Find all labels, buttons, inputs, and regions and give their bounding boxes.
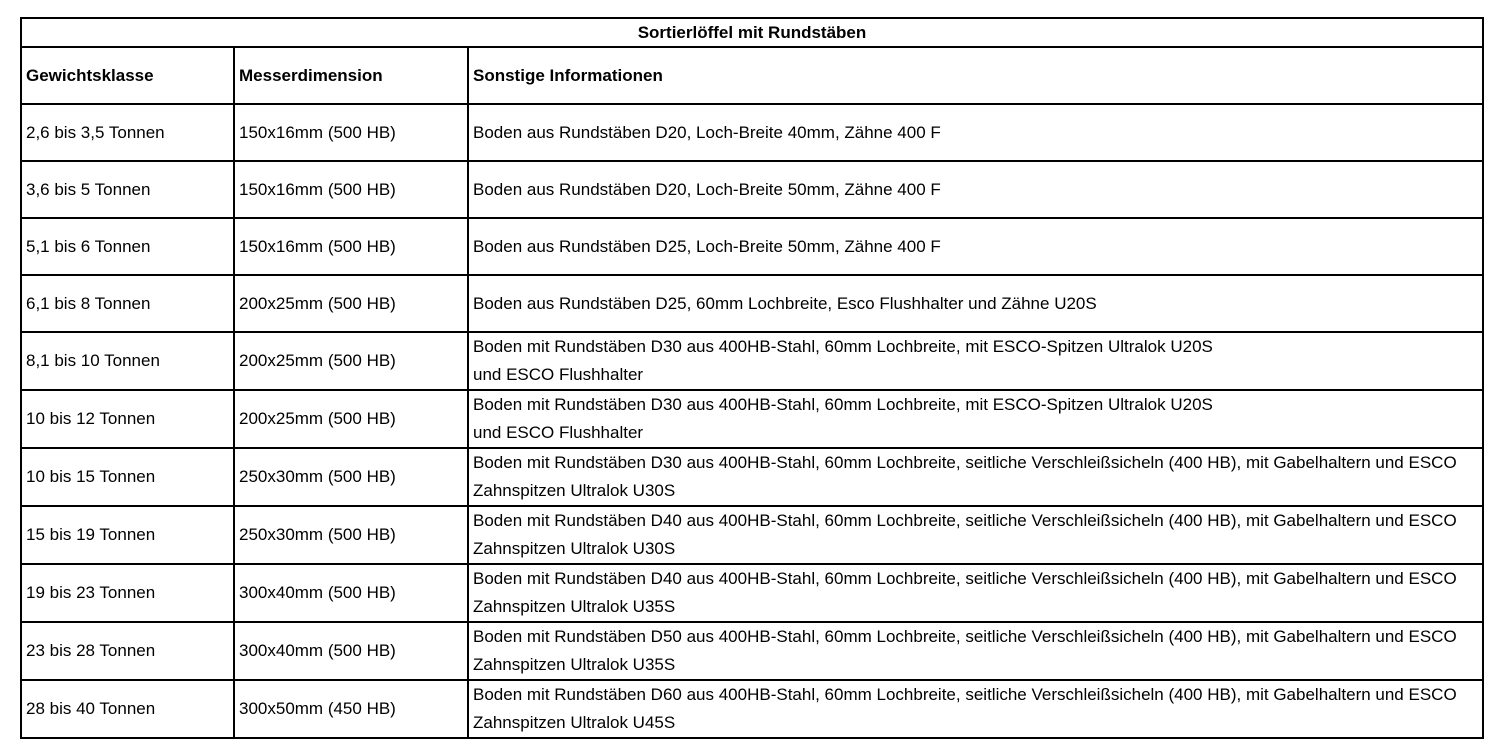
cell-gewichtsklasse: 28 bis 40 Tonnen	[21, 680, 234, 738]
cell-messerdimension: 150x16mm (500 HB)	[234, 161, 468, 218]
cell-info	[468, 332, 1483, 390]
info-text: Boden aus Rundstäben D20, Loch-Breite 50mm, Zähne 400 F	[473, 179, 941, 199]
info-text: Boden mit Rundstäben D30 aus 400HB-Stahl, 60mm Lochbreite, mit ESCO-Spitzen Ultralok U20S und ESCO Flushhalter	[473, 337, 1213, 384]
info-text: Boden mit Rundstäben D30 aus 400HB-Stahl, 60mm Lochbreite, seitliche Verschleißsicheln (400 HB), mit Gabelhaltern und ESCO Zahnspitzen Ultralok U30S	[473, 453, 1457, 500]
info-text: Boden mit Rundstäben D60 aus 400HB-Stahl, 60mm Lochbreite, seitliche Verschleißsicheln (400 HB), mit Gabelhaltern und ESCO Zahnspitzen Ultralok U45S	[473, 685, 1457, 732]
cell-messerdimension: 250x30mm (500 HB)	[234, 448, 468, 506]
cell-info	[468, 622, 1483, 680]
table-row	[21, 275, 1483, 332]
header-gewichtsklasse: Gewichtsklasse	[21, 47, 234, 104]
info-text: Boden aus Rundstäben D25, Loch-Breite 50mm, Zähne 400 F	[473, 236, 941, 256]
table-row	[21, 680, 1483, 738]
cell-messerdimension: 300x50mm (450 HB)	[234, 680, 468, 738]
table-row	[21, 332, 1483, 390]
cell-info	[468, 680, 1483, 738]
cell-gewichtsklasse: 6,1 bis 8 Tonnen	[21, 275, 234, 332]
info-text: Boden mit Rundstäben D50 aus 400HB-Stahl, 60mm Lochbreite, seitliche Verschleißsicheln (400 HB), mit Gabelhaltern und ESCO Zahnspitzen Ultralok U35S	[473, 627, 1457, 674]
info-text: Boden aus Rundstäben D20, Loch-Breite 40mm, Zähne 400 F	[473, 122, 941, 142]
cell-messerdimension: 300x40mm (500 HB)	[234, 622, 468, 680]
cell-messerdimension: 150x16mm (500 HB)	[234, 104, 468, 161]
cell-info	[468, 161, 1483, 218]
table-title: Sortierlöffel mit Rundstäben	[21, 18, 1483, 47]
info-text: Boden mit Rundstäben D40 aus 400HB-Stahl, 60mm Lochbreite, seitliche Verschleißsicheln (400 HB), mit Gabelhaltern und ESCO Zahnspitzen Ultralok U30S	[473, 511, 1457, 558]
cell-info	[468, 448, 1483, 506]
table-header-row	[21, 47, 1483, 104]
spec-table	[20, 17, 1484, 739]
cell-gewichtsklasse: 19 bis 23 Tonnen	[21, 564, 234, 622]
header-messerdimension: Messerdimension	[234, 47, 468, 104]
cell-gewichtsklasse: 10 bis 15 Tonnen	[21, 448, 234, 506]
cell-messerdimension: 300x40mm (500 HB)	[234, 564, 468, 622]
table-row	[21, 448, 1483, 506]
spec-sheet	[20, 17, 1484, 739]
cell-gewichtsklasse: 3,6 bis 5 Tonnen	[21, 161, 234, 218]
cell-gewichtsklasse: 10 bis 12 Tonnen	[21, 390, 234, 448]
cell-info	[468, 506, 1483, 564]
table-row	[21, 622, 1483, 680]
header-sonstige-informationen: Sonstige Informationen	[468, 47, 1483, 104]
cell-messerdimension: 200x25mm (500 HB)	[234, 332, 468, 390]
table-row	[21, 218, 1483, 275]
table-row	[21, 506, 1483, 564]
table-row	[21, 564, 1483, 622]
cell-info	[468, 390, 1483, 448]
info-text: Boden mit Rundstäben D40 aus 400HB-Stahl, 60mm Lochbreite, seitliche Verschleißsicheln (400 HB), mit Gabelhaltern und ESCO Zahnspitzen Ultralok U35S	[473, 569, 1457, 616]
cell-info	[468, 564, 1483, 622]
cell-messerdimension: 150x16mm (500 HB)	[234, 218, 468, 275]
cell-gewichtsklasse: 2,6 bis 3,5 Tonnen	[21, 104, 234, 161]
table-row	[21, 104, 1483, 161]
cell-gewichtsklasse: 5,1 bis 6 Tonnen	[21, 218, 234, 275]
info-text: Boden aus Rundstäben D25, 60mm Lochbreite, Esco Flushhalter und Zähne U20S	[473, 293, 1097, 313]
cell-messerdimension: 250x30mm (500 HB)	[234, 506, 468, 564]
cell-messerdimension: 200x25mm (500 HB)	[234, 390, 468, 448]
table-row	[21, 161, 1483, 218]
cell-info	[468, 104, 1483, 161]
cell-gewichtsklasse: 15 bis 19 Tonnen	[21, 506, 234, 564]
cell-gewichtsklasse: 23 bis 28 Tonnen	[21, 622, 234, 680]
table-row	[21, 390, 1483, 448]
cell-info	[468, 218, 1483, 275]
cell-info	[468, 275, 1483, 332]
table-title-row	[21, 18, 1483, 47]
cell-messerdimension: 200x25mm (500 HB)	[234, 275, 468, 332]
info-text: Boden mit Rundstäben D30 aus 400HB-Stahl, 60mm Lochbreite, mit ESCO-Spitzen Ultralok U20S und ESCO Flushhalter	[473, 395, 1213, 442]
cell-gewichtsklasse: 8,1 bis 10 Tonnen	[21, 332, 234, 390]
